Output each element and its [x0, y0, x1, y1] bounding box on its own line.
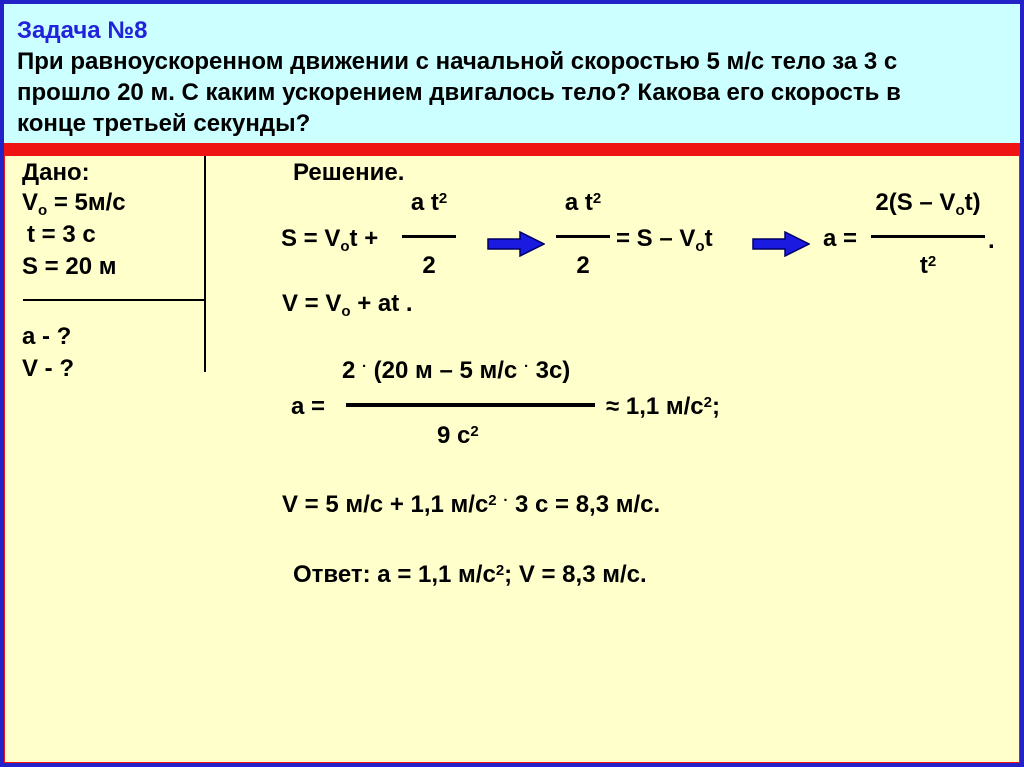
given-divider-vertical: [204, 156, 206, 372]
fraction-numerator: a $t^2$: [410, 189, 448, 216]
calc-lhs: a =: [291, 393, 326, 420]
equation-1-left: $S = V_оt$ +: [281, 225, 379, 255]
fraction-numerator: $2(S - V_оt)$: [875, 189, 981, 219]
calc-fraction-bar: [346, 403, 595, 407]
calc-result: ≈ 1,1 $м/с^2$;: [606, 393, 720, 420]
arrow-right-icon: [487, 231, 545, 257]
given-item-t: t = 3 с: [27, 221, 96, 248]
fraction-at2-over-2-second: [556, 188, 610, 281]
problem-text-line-1: При равноускоренном движении с начальной скоростью 5 м/с тело за 3 с: [17, 48, 898, 75]
equation-1-a-equals: a =: [823, 225, 858, 252]
equation-1-mid: = S – $V_оt$: [616, 225, 713, 255]
problem-title: Задача №8: [17, 17, 148, 44]
given-unknown-v: V - ?: [22, 355, 74, 382]
equation-final-velocity: V = 5 м/с + 1,1 $м/с^2$ · 3 с = 8,3 м/с.: [282, 491, 661, 518]
fraction-bar: [402, 235, 456, 238]
given-unknown-a: a - ?: [22, 323, 72, 350]
given-label: Дано:: [22, 159, 90, 186]
fraction-bar: [871, 235, 985, 238]
problem-text-line-3: конце третьей секунды?: [17, 110, 311, 137]
given-divider-horizontal: [23, 299, 204, 301]
calc-denominator: 9 $с^2$: [437, 422, 479, 449]
fraction-bar: [556, 235, 610, 238]
fraction-at2-over-2-first: [402, 188, 456, 281]
fraction-acceleration-result: [871, 188, 985, 281]
given-item-v0: $V_о = 5м/с$: [22, 189, 126, 219]
fraction-numerator: a $t^2$: [564, 189, 602, 216]
equation-1-period: .: [988, 227, 995, 254]
solution-heading: Решение.: [293, 159, 405, 186]
answer-line: Ответ: a = 1,1 $м/с^2$; V = 8,3 м/с.: [293, 561, 647, 588]
given-item-s: S = 20 м: [22, 253, 117, 280]
fraction-denominator: $t^2$: [919, 252, 937, 279]
fraction-denominator: 2: [576, 252, 590, 279]
equation-velocity: $V = V_о$ + at .: [282, 290, 413, 320]
calc-numerator: 2 · (20 м – 5 м/с · 3с): [342, 357, 571, 384]
arrow-right-icon: [752, 231, 810, 257]
problem-text-line-2: прошло 20 м. С каким ускорением двигалось тело? Какова его скорость в: [17, 79, 901, 106]
fraction-denominator: 2: [422, 252, 436, 279]
